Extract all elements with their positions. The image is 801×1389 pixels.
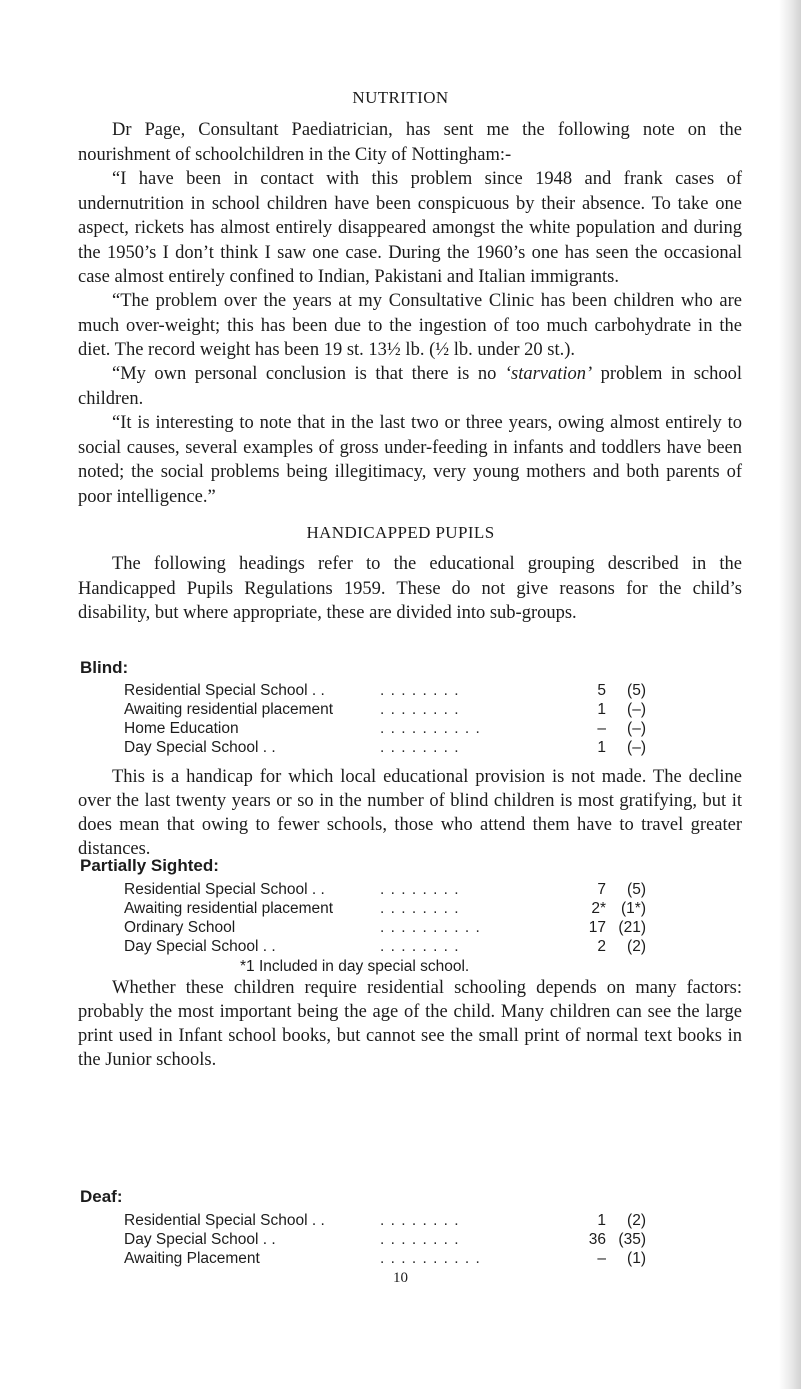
row-label: Residential Special School . . [124, 881, 325, 898]
leader-dots: . . . . . . . . [380, 881, 460, 898]
row-value: 2 [576, 937, 606, 956]
row-previous-value: (1) [612, 1249, 646, 1268]
quote-3-emphasis: ‘starvation’ [504, 364, 593, 384]
deaf-label: Deaf: [80, 1187, 123, 1206]
row-label: Residential Special School . . [124, 1212, 325, 1229]
row-label: Ordinary School [124, 919, 236, 936]
blind-label: Blind: [80, 658, 129, 677]
table-row [124, 719, 644, 738]
row-value: – [576, 719, 606, 738]
partially-sighted-footnote: *1 Included in day special school. [240, 958, 470, 975]
blind-note: This is a handicap for which local educational provision is not made. The decline over the last twenty years or so in the number of blind children is most gratifying, but it does mean that owing to fewer schools, those who attend them have to travel greater distances. [78, 767, 742, 859]
row-label: Awaiting residential placement [124, 701, 334, 718]
row-value: 36 [576, 1230, 606, 1249]
table-row [124, 880, 644, 899]
row-previous-value: (35) [612, 1230, 646, 1249]
nutrition-quote-2: “The problem over the years at my Consultative Clinic has been children who are much over-weight; this has been due to the ingestion of too much carbohydrate in the diet. The record weight has been 19 st. 13½ lb. (½ lb. under 20 st.). [78, 291, 742, 360]
row-value: 1 [576, 738, 606, 757]
row-previous-value: (–) [612, 738, 646, 757]
deaf-table [124, 1211, 644, 1268]
table-row [124, 918, 644, 937]
row-previous-value: (–) [612, 719, 646, 738]
row-label: Day Special School . . [124, 739, 276, 756]
row-value: 17 [576, 918, 606, 937]
table-row [124, 1249, 644, 1268]
nutrition-quote-1: “I have been in contact with this problem since 1948 and frank cases of undernutrition in school children have been conspicuous by their absence. To take one aspect, rickets has almost entirely disappeared amongst the white population and during the 1950’s I don’t think I saw one case. During the 1960’s one has seen the occasional case almost entirely confined to Indian, Pakistani and Italian immigrants. [78, 169, 742, 287]
nutrition-heading: NUTRITION [352, 88, 449, 107]
leader-dots: . . . . . . . . [380, 701, 460, 718]
leader-dots: . . . . . . . . [380, 1231, 460, 1248]
nutrition-quote-4: “It is interesting to note that in the last two or three years, owing almost entirely to social causes, several examples of gross under-feeding in infants and toddlers have been noted; the social problems being illegitimacy, very young mothers and both parents of poor intelligence.” [78, 413, 742, 507]
handicapped-heading: HANDICAPPED PUPILS [306, 523, 495, 542]
partially-sighted-table [124, 880, 644, 956]
table-row [124, 899, 644, 918]
table-row [124, 738, 644, 757]
row-label: Residential Special School . . [124, 682, 325, 699]
table-row [124, 700, 644, 719]
row-label: Awaiting residential placement [124, 900, 334, 917]
nutrition-quote-3 [78, 362, 742, 411]
leader-dots: . . . . . . . . . . [380, 919, 481, 936]
partially-sighted-note: Whether these children require residential schooling depends on many factors: probably the most important being the age of the child. Many children can see the large print used in Infant school books, but cannot see the small print of normal text books in the Junior schools. [78, 978, 742, 1070]
leader-dots: . . . . . . . . [380, 682, 460, 699]
row-value: 7 [576, 880, 606, 899]
nutrition-intro: Dr Page, Consultant Paediatrician, has sent me the following note on the nourishment of schoolchildren in the City of Nottingham:- [78, 120, 742, 165]
row-value: 2* [576, 899, 606, 918]
table-row [124, 681, 644, 700]
row-value: 5 [576, 681, 606, 700]
partially-sighted-label: Partially Sighted: [80, 856, 219, 875]
row-previous-value: (1*) [612, 899, 646, 918]
row-label: Home Education [124, 720, 239, 737]
table-row [124, 1211, 644, 1230]
leader-dots: . . . . . . . . . . [380, 720, 481, 737]
row-label: Day Special School . . [124, 1231, 276, 1248]
row-label: Day Special School . . [124, 938, 276, 955]
handicapped-intro: The following headings refer to the educational grouping described in the Handicapped Pupils Regulations 1959. These do not give reasons for the child’s disability, but where appropriate, these are divided into sub-groups. [78, 554, 742, 623]
page-number: 10 [393, 1270, 408, 1286]
row-value: 1 [576, 1211, 606, 1230]
row-previous-value: (2) [612, 937, 646, 956]
leader-dots: . . . . . . . . [380, 900, 460, 917]
leader-dots: . . . . . . . . [380, 739, 460, 756]
leader-dots: . . . . . . . . [380, 938, 460, 955]
row-previous-value: (2) [612, 1211, 646, 1230]
quote-3-text-a: “My own personal conclusion is that there is no [112, 364, 505, 384]
row-previous-value: (–) [612, 700, 646, 719]
leader-dots: . . . . . . . . [380, 1212, 460, 1229]
row-label: Awaiting Placement [124, 1250, 260, 1267]
table-row [124, 937, 644, 956]
row-value: 1 [576, 700, 606, 719]
row-value: – [576, 1249, 606, 1268]
blind-table [124, 681, 644, 757]
leader-dots: . . . . . . . . . . [380, 1250, 481, 1267]
row-previous-value: (21) [612, 918, 646, 937]
row-previous-value: (5) [612, 880, 646, 899]
table-row [124, 1230, 644, 1249]
page-edge-shadow [779, 0, 801, 1389]
row-previous-value: (5) [612, 681, 646, 700]
quote-3-text-b: problem in school children. [78, 364, 742, 409]
